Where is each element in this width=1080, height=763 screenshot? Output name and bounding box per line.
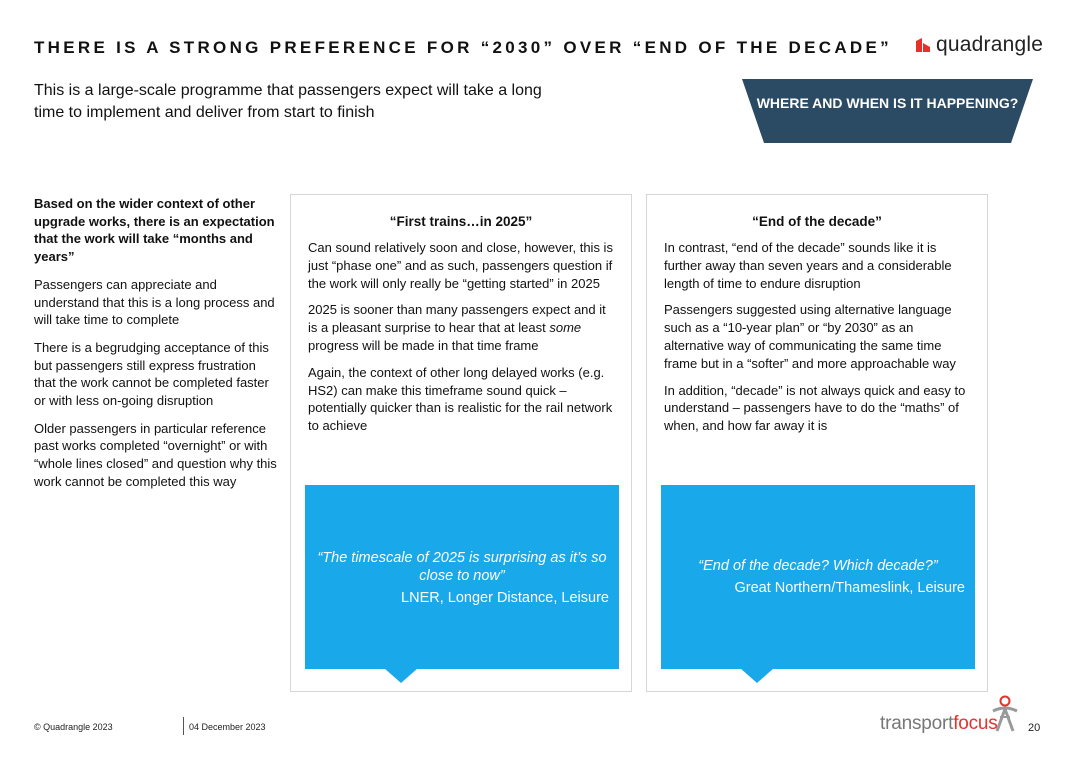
page-number: 20 bbox=[1028, 722, 1041, 734]
quote-box bbox=[305, 485, 619, 669]
transportfocus-figure-icon bbox=[990, 695, 1020, 733]
quote-text: “The timescale of 2025 is surprising as it’s so close to now” bbox=[317, 550, 607, 584]
panel-paragraph: Passengers suggested using alternative language such as a “10-year plan” or “by 2030” as an alternative way of communicating the same time frame but in a “softer” and more approachable way bbox=[664, 302, 956, 371]
section-banner bbox=[742, 79, 1033, 143]
banner-text: WHERE AND WHEN IS IT HAPPENING? bbox=[756, 95, 1019, 111]
page-title: THERE IS A STRONG PREFERENCE FOR “2030” OVER “END OF THE DECADE” bbox=[34, 38, 892, 57]
left-paragraph: There is a begrudging acceptance of this but passengers still express frustration that the work cannot be completed faster or with less on-going disruption bbox=[34, 339, 269, 409]
panel-paragraph: 2025 is sooner than many passengers expect and it is a pleasant surprise to hear that at least some progress will be made in that time frame bbox=[308, 302, 606, 353]
panel-2025 bbox=[290, 194, 632, 692]
quote-source: LNER, Longer Distance, Leisure bbox=[401, 590, 609, 606]
speech-pointer bbox=[384, 668, 418, 683]
panel-body bbox=[647, 229, 987, 435]
emphasis-text: some bbox=[549, 320, 582, 336]
panel-paragraph: In contrast, “end of the decade” sounds like it is further away than seven years and a considerable length of time to endure disruption bbox=[664, 240, 952, 291]
left-paragraph: Passengers can appreciate and understand that this is a long process and will take time to complete bbox=[34, 276, 275, 328]
quote-text: “End of the decade? Which decade?” bbox=[698, 558, 938, 574]
panel-body bbox=[291, 229, 631, 435]
left-paragraph: Older passengers in particular reference past works completed “overnight” or with “whole lines closed” and question why this work cannot be completed this way bbox=[34, 420, 277, 489]
left-intro: Based on the wider context of other upgrade works, there is an expectation that the work will take “months and years” bbox=[34, 196, 275, 265]
quadrangle-logo-icon bbox=[916, 38, 930, 52]
brand-name: quadrangle bbox=[936, 33, 1044, 56]
panel-end-of-decade bbox=[646, 194, 988, 692]
quadrangle-logo bbox=[916, 33, 1043, 57]
subtitle: This is a large-scale programme that passengers expect will take a long time to implement and deliver from start to finish bbox=[34, 82, 542, 121]
panel-paragraph: In addition, “decade” is not always quick and easy to understand – passengers have to do the “maths” of when, and how far away it is bbox=[664, 382, 966, 434]
panel-paragraph: Again, the context of other long delayed works (e.g. HS2) can make this timeframe sound quick – potentially quicker than is realistic for the rail network to achieve bbox=[308, 364, 613, 434]
transportfocus-logo: transportfocus bbox=[880, 713, 998, 734]
speech-pointer bbox=[740, 668, 774, 683]
footer-date: 04 December 2023 bbox=[189, 722, 266, 732]
panel-paragraph: Can sound relatively soon and close, however, this is just “phase one” and as such, passengers question if the work will only really be “getting started” in 2025 bbox=[308, 240, 613, 291]
panel-heading: “End of the decade” bbox=[752, 214, 882, 229]
panel-heading: “First trains…in 2025” bbox=[389, 214, 533, 229]
quote-source: Great Northern/Thameslink, Leisure bbox=[734, 580, 965, 596]
quote-box bbox=[661, 485, 975, 669]
footer-copyright: © Quadrangle 2023 bbox=[34, 722, 113, 732]
left-column bbox=[34, 195, 280, 501]
footer-divider bbox=[183, 717, 184, 735]
